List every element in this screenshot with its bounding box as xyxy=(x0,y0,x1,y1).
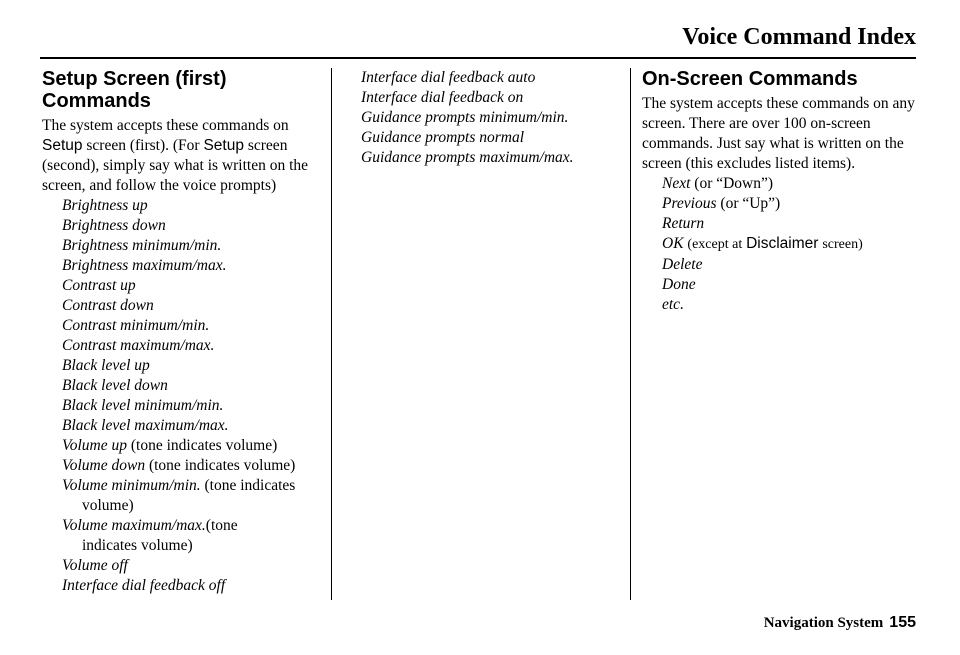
list-item: Return xyxy=(662,215,705,232)
list-item: Black level minimum/min. xyxy=(62,397,224,414)
setup-command-list xyxy=(42,196,327,596)
list-item: Volume off xyxy=(62,557,128,574)
list-item: OK (except at Disclaimer screen) xyxy=(662,235,863,252)
list-item: Black level maximum/max. xyxy=(62,417,229,434)
on-screen-commands-column xyxy=(642,68,922,315)
setup-commands-column xyxy=(42,68,327,596)
setup-screen-name-2: Setup xyxy=(203,137,244,154)
page-title: Voice Command Index xyxy=(682,24,916,50)
disclaimer-screen-name: Disclaimer xyxy=(746,235,819,252)
list-item: Next (or “Down”) xyxy=(662,175,774,192)
footer-label: Navigation System xyxy=(763,615,884,631)
list-item: etc. xyxy=(662,296,684,313)
list-item: Interface dial feedback off xyxy=(62,577,226,594)
setup-commands-continued xyxy=(361,68,623,168)
list-item: Volume minimum/min. (tone indicates volume) xyxy=(62,477,296,514)
list-item: Brightness down xyxy=(62,217,166,234)
on-screen-section-title: On-Screen Commands xyxy=(642,68,858,90)
on-screen-intro: The system accepts these commands on any screen. There are over 100 on-screen commands. Just say what is written on the screen (this excludes listed items). xyxy=(642,95,915,172)
list-item: Brightness maximum/max. xyxy=(62,257,227,274)
list-item: Interface dial feedback on xyxy=(361,89,524,106)
list-item: Black level up xyxy=(62,357,150,374)
list-item: Previous (or “Up”) xyxy=(662,195,781,212)
list-item: Done xyxy=(662,276,696,293)
list-item: Volume up (tone indicates volume) xyxy=(62,437,278,454)
setup-intro: The system accepts these commands on Setup screen (first). (For Setup screen (second), simply say what is written on the screen, and follow the voice prompts) xyxy=(42,117,309,194)
list-item: Guidance prompts minimum/min. xyxy=(361,109,569,126)
list-item: Brightness up xyxy=(62,197,148,214)
list-item: Guidance prompts normal xyxy=(361,129,525,146)
column-divider-1 xyxy=(331,68,332,600)
on-screen-command-list xyxy=(642,174,922,315)
setup-section-title: Setup Screen (first) Commands xyxy=(42,68,227,112)
header-rule xyxy=(40,57,916,59)
setup-screen-name: Setup xyxy=(42,137,83,154)
list-item: Volume maximum/max.(tone indicates volume) xyxy=(62,517,238,554)
list-item: Contrast up xyxy=(62,277,136,294)
list-item: Contrast minimum/min. xyxy=(62,317,210,334)
list-item: Delete xyxy=(662,256,703,273)
list-item: Contrast down xyxy=(62,297,154,314)
list-item: Black level down xyxy=(62,377,168,394)
list-item: Brightness minimum/min. xyxy=(62,237,222,254)
page-footer xyxy=(764,614,916,632)
list-item: Volume down (tone indicates volume) xyxy=(62,457,296,474)
list-item: Guidance prompts maximum/max. xyxy=(361,149,574,166)
column-divider-2 xyxy=(630,68,631,600)
page-number: 155 xyxy=(889,614,916,631)
setup-command-list-continued xyxy=(361,68,623,168)
list-item: Contrast maximum/max. xyxy=(62,337,215,354)
list-item: Interface dial feedback auto xyxy=(361,69,536,86)
